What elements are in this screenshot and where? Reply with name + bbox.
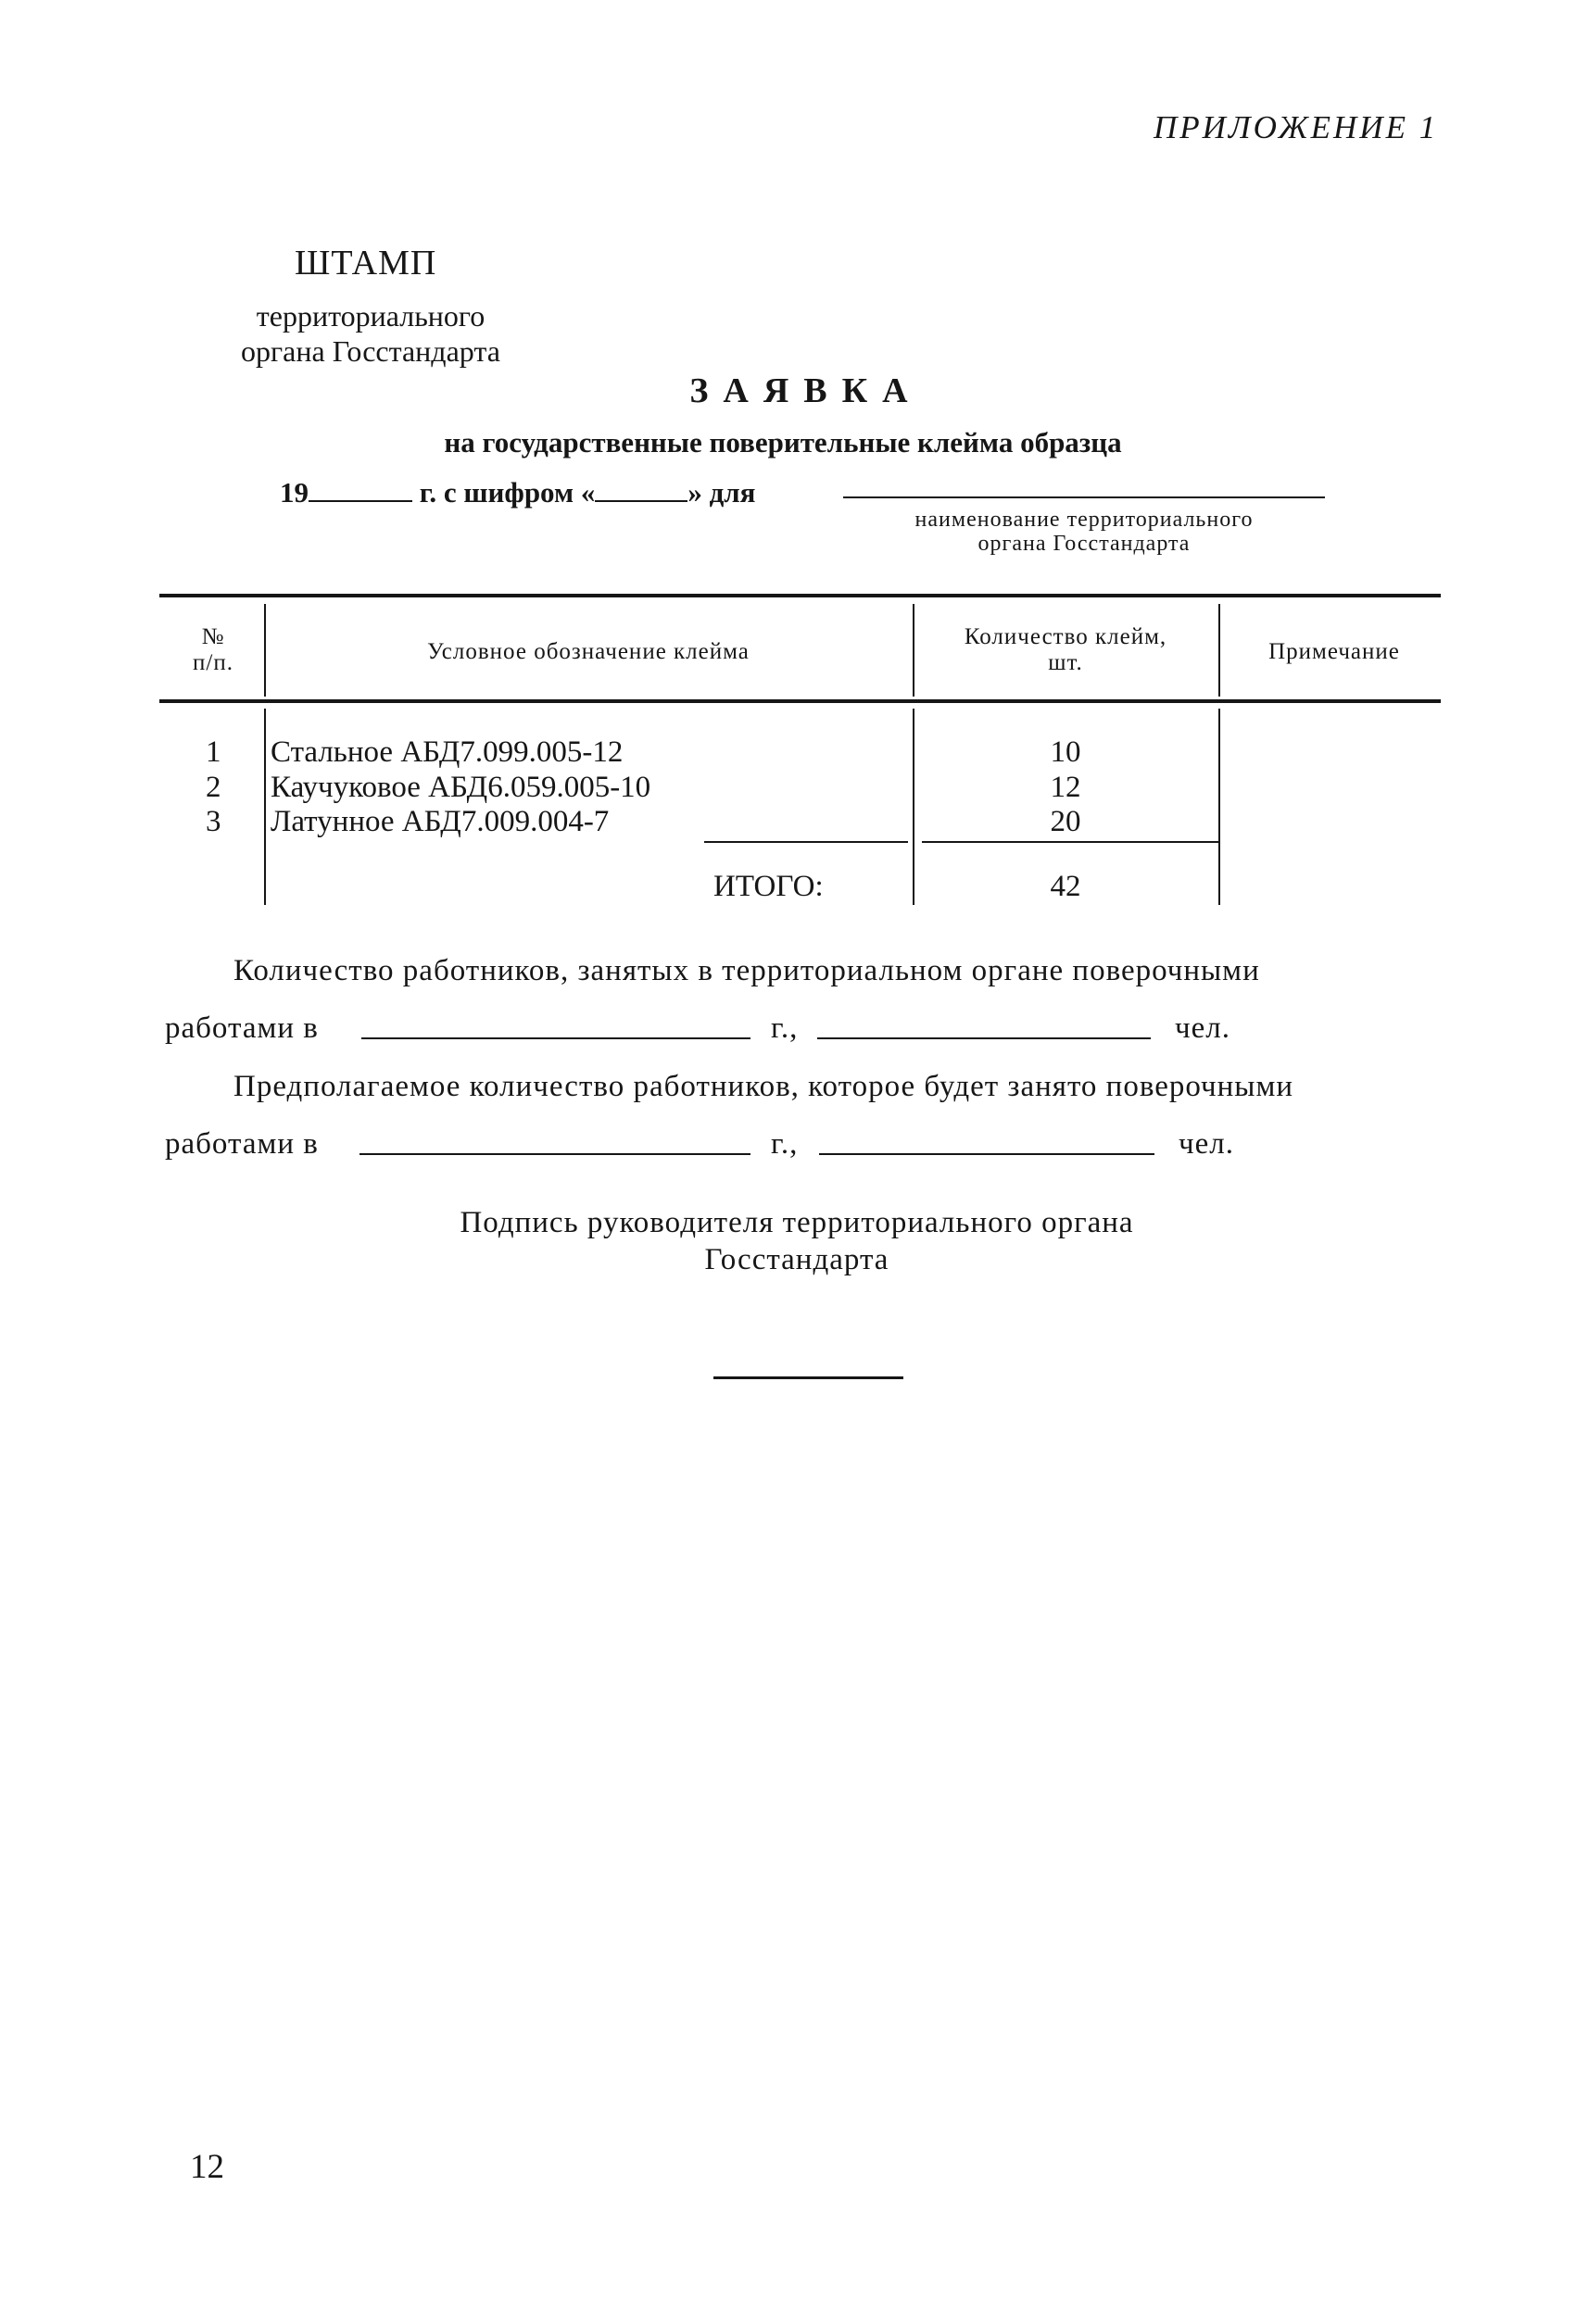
total-rule-right xyxy=(922,841,1218,843)
signature-caption xyxy=(398,1204,1195,1278)
total-rule-left xyxy=(704,841,908,843)
count-blank-line xyxy=(819,1153,1154,1155)
row-quantity: 12 xyxy=(1050,771,1081,804)
column-divider xyxy=(913,604,914,697)
row-designation: Латунное АБД7.009.004-7 xyxy=(271,805,610,838)
year-prefix: 19 xyxy=(280,476,309,509)
row-quantity: 20 xyxy=(1050,805,1081,838)
total-value: 42 xyxy=(1050,870,1081,903)
column-divider xyxy=(1218,709,1220,905)
header-number xyxy=(167,624,259,676)
column-divider xyxy=(1218,604,1220,697)
organization-caption-line-2: органа Госстандарта xyxy=(977,532,1191,556)
stamp-title: ШТАМП xyxy=(295,244,437,283)
header-number-line-1: № xyxy=(201,624,225,649)
paragraph-1-year: г., xyxy=(771,1011,799,1045)
row-number: 1 xyxy=(206,735,221,769)
paragraph-1-start: работами в xyxy=(165,1011,319,1045)
column-divider xyxy=(264,604,266,697)
table-top-rule xyxy=(159,594,1441,597)
header-designation: Условное обозначение клейма xyxy=(427,639,750,664)
total-label: ИТОГО: xyxy=(713,870,824,903)
row-number: 3 xyxy=(206,805,221,838)
paragraph-2-start: работами в xyxy=(165,1127,319,1161)
paragraph-2-year: г., xyxy=(771,1127,799,1161)
document-title: ЗАЯВКА xyxy=(689,371,923,410)
document-subtitle: на государственные поверительные клейма образца xyxy=(444,426,1122,459)
page-number: 12 xyxy=(190,2148,224,2186)
column-divider xyxy=(264,709,266,905)
row-designation: Каучуковое АБД6.059.005-10 xyxy=(271,771,651,804)
stamp-line-2: органа Госстандарта xyxy=(241,334,500,368)
cipher-suffix: » для xyxy=(687,476,756,509)
signature-line-1: Подпись руководителя территориального органа xyxy=(460,1206,1134,1239)
organization-blank-line xyxy=(843,496,1325,498)
paragraph-2-unit: чел. xyxy=(1179,1127,1234,1161)
paragraph-1-line-1: Количество работников, занятых в территориальном органе поверочными xyxy=(233,954,1260,987)
end-rule xyxy=(713,1376,903,1379)
signature-line-2: Госстандарта xyxy=(704,1243,889,1276)
header-quantity xyxy=(917,624,1214,676)
header-note: Примечание xyxy=(1268,639,1400,664)
organization-caption xyxy=(834,508,1334,556)
column-divider xyxy=(913,709,914,905)
stamp-caption xyxy=(185,298,556,369)
header-number-line-2: п/п. xyxy=(193,650,233,675)
row-quantity: 10 xyxy=(1050,735,1081,769)
paragraph-1-unit: чел. xyxy=(1175,1011,1230,1045)
request-line xyxy=(280,476,755,509)
year-blank-line xyxy=(359,1153,750,1155)
count-blank-line xyxy=(817,1037,1151,1039)
header-quantity-line-1: Количество клейм, xyxy=(964,624,1167,649)
row-designation: Стальное АБД7.099.005-12 xyxy=(271,735,624,769)
table-header-rule xyxy=(159,699,1441,703)
header-quantity-line-2: шт. xyxy=(1048,650,1083,675)
cipher-blank xyxy=(595,476,687,502)
organization-caption-line-1: наименование территориального xyxy=(914,508,1254,532)
year-suffix: г. с шифром « xyxy=(419,476,596,509)
year-blank xyxy=(309,476,412,502)
row-number: 2 xyxy=(206,771,221,804)
year-blank-line xyxy=(361,1037,750,1039)
appendix-label: ПРИЛОЖЕНИЕ 1 xyxy=(1154,109,1439,145)
paragraph-2-line-1: Предполагаемое количество работников, которое будет занято поверочными xyxy=(233,1070,1293,1103)
stamp-line-1: территориального xyxy=(256,299,486,333)
